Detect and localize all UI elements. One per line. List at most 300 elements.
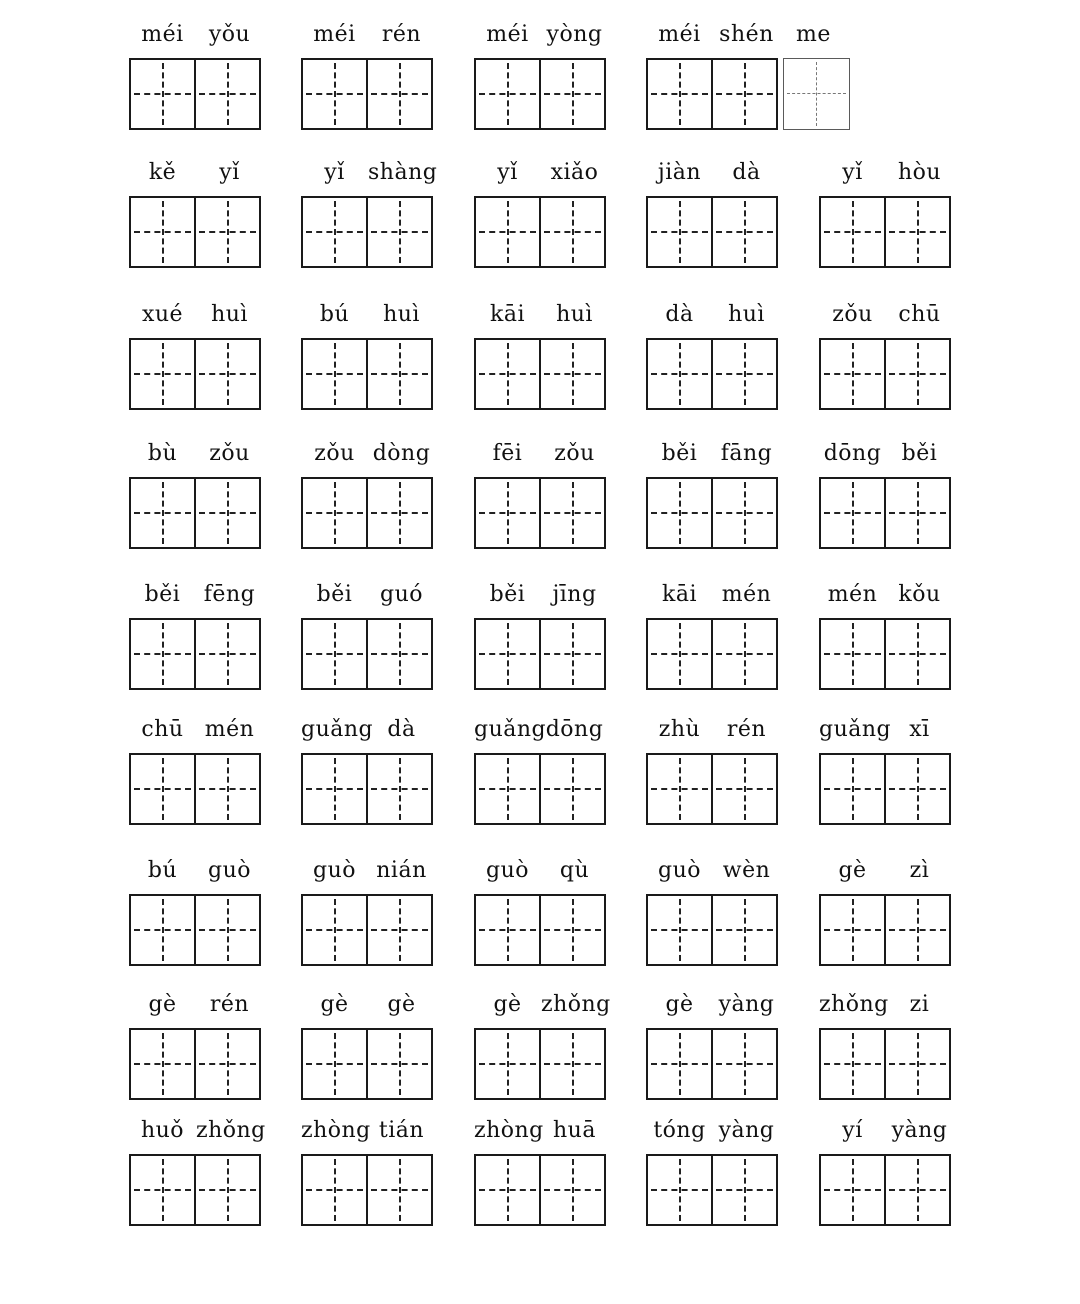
word-item [301, 437, 435, 547]
pinyin-line [646, 156, 780, 190]
word-item [474, 18, 608, 128]
tianzige-cell[interactable] [711, 196, 778, 268]
guide-line-horizontal [479, 512, 536, 514]
tianzige-cell[interactable] [194, 1028, 261, 1100]
tianzige-cell[interactable] [474, 894, 541, 966]
worksheet-row [0, 156, 1080, 266]
tianzige-cell[interactable] [711, 1028, 778, 1100]
pinyin-syllable: méi [141, 22, 184, 47]
pinyin-syllable: huì [383, 302, 420, 327]
pinyin-line [474, 988, 611, 1022]
pinyin-syllable: huì [728, 302, 765, 327]
word-item [129, 156, 263, 266]
guide-line-horizontal [306, 1063, 363, 1065]
word-item [474, 298, 608, 408]
pinyin-line [819, 298, 953, 332]
guide-line-horizontal [651, 929, 708, 931]
guide-line-horizontal [199, 373, 256, 375]
pinyin-syllable: qù [559, 858, 590, 883]
tianzige-cell[interactable] [301, 753, 368, 825]
pinyin-line [301, 854, 435, 888]
pinyin-syllable: jiàn [657, 160, 702, 185]
word-item [301, 298, 435, 408]
pinyin-syllable: yǐ [219, 160, 240, 185]
tianzige-cell[interactable] [301, 477, 368, 549]
pinyin-syllable: zhǒng [819, 992, 889, 1017]
tianzige-cell[interactable] [366, 58, 433, 130]
guide-line-horizontal [889, 512, 946, 514]
pinyin-syllable: gè [838, 858, 867, 883]
guide-line-horizontal [716, 788, 773, 790]
word-item [129, 18, 263, 128]
pinyin-syllable: jīng [552, 582, 597, 607]
pinyin-line [819, 854, 953, 888]
pinyin-syllable: yàng [891, 1118, 948, 1143]
word-item [474, 156, 608, 266]
guide-line-horizontal [479, 929, 536, 931]
worksheet-row [0, 298, 1080, 408]
pinyin-syllable: běi [316, 582, 353, 607]
pinyin-syllable: mén [721, 582, 772, 607]
guide-line-horizontal [544, 929, 601, 931]
pinyin-line [819, 713, 953, 747]
tianzige-cell[interactable] [129, 338, 196, 410]
guide-line-horizontal [787, 93, 846, 94]
tianzige-cell[interactable] [301, 58, 368, 130]
tianzige-cell[interactable] [194, 338, 261, 410]
guide-line-horizontal [716, 929, 773, 931]
word-item [646, 1114, 780, 1224]
guide-line-horizontal [199, 653, 256, 655]
tianzige-cell[interactable] [129, 1154, 196, 1226]
tianzige-cell[interactable] [711, 58, 778, 130]
pinyin-syllable: dòng [372, 441, 431, 466]
guide-line-horizontal [371, 653, 428, 655]
tianzige-cell[interactable] [194, 58, 261, 130]
guide-line-horizontal [824, 929, 881, 931]
tianzige-cell[interactable] [646, 58, 713, 130]
pinyin-line [474, 854, 608, 888]
guide-line-horizontal [371, 512, 428, 514]
guide-line-horizontal [199, 788, 256, 790]
worksheet-row [0, 713, 1080, 823]
tianzige-cell[interactable] [194, 618, 261, 690]
pinyin-syllable: zhòng [474, 1118, 544, 1143]
guide-line-horizontal [134, 653, 191, 655]
tianzige-cell[interactable] [366, 618, 433, 690]
pinyin-line [301, 18, 435, 52]
guide-line-horizontal [199, 93, 256, 95]
tianzige-cell[interactable] [474, 338, 541, 410]
tianzige-cell[interactable] [194, 753, 261, 825]
guide-line-horizontal [371, 929, 428, 931]
guide-line-horizontal [199, 512, 256, 514]
guide-line-horizontal [306, 231, 363, 233]
pinyin-syllable: chū [898, 302, 941, 327]
tianzige-cell[interactable] [301, 618, 368, 690]
word-item [129, 298, 263, 408]
pinyin-line [474, 18, 608, 52]
pinyin-syllable: dōng [545, 717, 604, 742]
tianzige-cell[interactable] [129, 58, 196, 130]
pinyin-line [646, 713, 780, 747]
tianzige-cell[interactable] [129, 753, 196, 825]
worksheet-row [0, 988, 1080, 1098]
pinyin-line [819, 1114, 953, 1148]
guide-line-horizontal [651, 231, 708, 233]
worksheet-row [0, 578, 1080, 688]
pinyin-syllable: guǎng [819, 717, 892, 742]
tianzige-cell[interactable] [194, 1154, 261, 1226]
tianzige-cell[interactable] [474, 477, 541, 549]
guide-line-horizontal [199, 1063, 256, 1065]
guide-line-horizontal [479, 231, 536, 233]
word-item [819, 988, 953, 1098]
word-item [301, 1114, 435, 1224]
pinyin-syllable: bù [147, 441, 178, 466]
tianzige-cell[interactable] [646, 1028, 713, 1100]
word-item [646, 156, 780, 266]
pinyin-syllable: kě [148, 160, 177, 185]
word-item [474, 713, 608, 823]
pinyin-syllable: gè [493, 992, 522, 1017]
pinyin-syllable: rén [726, 717, 767, 742]
word-item [474, 988, 611, 1098]
tianzige-cell[interactable] [884, 894, 951, 966]
tianzige-cell[interactable] [301, 338, 368, 410]
pinyin-line [129, 298, 263, 332]
word-item [819, 713, 953, 823]
guide-line-horizontal [199, 1189, 256, 1191]
word-item [129, 988, 263, 1098]
pinyin-syllable: zǒu [554, 441, 595, 466]
tianzige-cell[interactable] [474, 196, 541, 268]
guide-line-horizontal [199, 929, 256, 931]
tianzige-cell[interactable] [129, 894, 196, 966]
pinyin-syllable: nián [376, 858, 427, 883]
pinyin-syllable: guó [380, 582, 423, 607]
pinyin-syllable: méi [486, 22, 529, 47]
tianzige-cell[interactable] [646, 753, 713, 825]
tianzige-cell[interactable] [646, 477, 713, 549]
pinyin-line [474, 437, 608, 471]
pinyin-syllable: yàng [718, 992, 775, 1017]
word-item [301, 713, 435, 823]
guide-line-horizontal [716, 1063, 773, 1065]
pinyin-syllable: gè [387, 992, 416, 1017]
guide-line-horizontal [544, 788, 601, 790]
tianzige-cell[interactable] [366, 753, 433, 825]
pinyin-syllable: chū [141, 717, 184, 742]
guide-line-horizontal [544, 512, 601, 514]
tianzige-cell[interactable] [646, 618, 713, 690]
guide-line-horizontal [824, 1189, 881, 1191]
guide-line-horizontal [651, 373, 708, 375]
guide-line-horizontal [716, 1189, 773, 1191]
tianzige-cell[interactable] [711, 894, 778, 966]
tianzige-cell[interactable] [539, 894, 606, 966]
pinyin-syllable: guò [313, 858, 356, 883]
tianzige-cell[interactable] [819, 338, 886, 410]
tianzige-cell[interactable] [366, 1154, 433, 1226]
word-item [474, 578, 608, 688]
tianzige-cell[interactable] [301, 1028, 368, 1100]
guide-line-horizontal [716, 373, 773, 375]
pinyin-syllable: fāng [720, 441, 773, 466]
tianzige-cell[interactable] [884, 338, 951, 410]
pinyin-line [474, 578, 608, 612]
tianzige-cell[interactable] [884, 618, 951, 690]
guide-line-horizontal [134, 93, 191, 95]
pinyin-syllable: guò [208, 858, 251, 883]
pinyin-syllable: běi [901, 441, 938, 466]
guide-line-horizontal [306, 929, 363, 931]
tianzige-cell[interactable] [783, 58, 850, 130]
guide-line-horizontal [371, 1063, 428, 1065]
tianzige-cell[interactable] [366, 1028, 433, 1100]
word-item [301, 578, 435, 688]
pinyin-syllable: zǒu [209, 441, 250, 466]
pinyin-syllable: fēi [492, 441, 523, 466]
pinyin-line [129, 854, 263, 888]
word-item [646, 18, 831, 128]
guide-line-horizontal [134, 788, 191, 790]
pinyin-syllable: mén [204, 717, 255, 742]
pinyin-syllable: běi [661, 441, 698, 466]
pinyin-line [819, 578, 953, 612]
pinyin-syllable: yǐ [324, 160, 345, 185]
pinyin-syllable: huì [211, 302, 248, 327]
guide-line-horizontal [651, 1063, 708, 1065]
tianzige-cell[interactable] [366, 338, 433, 410]
pinyin-syllable: zi [909, 992, 930, 1017]
tianzige-cell[interactable] [539, 753, 606, 825]
guide-line-horizontal [544, 93, 601, 95]
pinyin-syllable: huǒ [140, 1118, 185, 1143]
tianzige-cell[interactable] [474, 753, 541, 825]
tianzige-cell[interactable] [819, 894, 886, 966]
guide-line-horizontal [134, 1063, 191, 1065]
guide-line-horizontal [371, 93, 428, 95]
guide-line-horizontal [824, 512, 881, 514]
tianzige-cell[interactable] [646, 894, 713, 966]
tianzige-cell[interactable] [819, 1028, 886, 1100]
pinyin-line [646, 1114, 780, 1148]
tianzige-cell[interactable] [711, 1154, 778, 1226]
pinyin-syllable: gè [320, 992, 349, 1017]
pinyin-syllable: zǒu [314, 441, 355, 466]
tianzige-cell[interactable] [194, 894, 261, 966]
guide-line-horizontal [371, 373, 428, 375]
guide-line-horizontal [544, 1189, 601, 1191]
tianzige-cell[interactable] [366, 894, 433, 966]
pinyin-syllable: bú [147, 858, 178, 883]
guide-line-horizontal [651, 512, 708, 514]
pinyin-syllable: kǒu [898, 582, 941, 607]
word-item [646, 854, 780, 964]
tianzige-cell[interactable] [646, 338, 713, 410]
word-item [129, 578, 263, 688]
pinyin-line [301, 1114, 435, 1148]
guide-line-horizontal [716, 653, 773, 655]
pinyin-syllable: kāi [490, 302, 525, 327]
tianzige-cell[interactable] [646, 1154, 713, 1226]
pinyin-syllable: dà [732, 160, 761, 185]
pinyin-syllable: guò [658, 858, 701, 883]
pinyin-syllable: wèn [722, 858, 771, 883]
pinyin-line [474, 713, 608, 747]
pinyin-syllable: me [796, 22, 831, 47]
tianzige-cell[interactable] [474, 58, 541, 130]
pinyin-line [301, 713, 435, 747]
pinyin-syllable: běi [489, 582, 526, 607]
tianzige-cell[interactable] [539, 1154, 606, 1226]
tianzige-cell[interactable] [539, 58, 606, 130]
word-item [474, 1114, 608, 1224]
tianzige-cell[interactable] [474, 618, 541, 690]
pinyin-syllable: dōng [823, 441, 882, 466]
word-item [646, 578, 780, 688]
guide-line-horizontal [134, 929, 191, 931]
guide-line-horizontal [306, 373, 363, 375]
pinyin-line [646, 854, 780, 888]
tianzige-cell[interactable] [129, 196, 196, 268]
guide-line-horizontal [889, 653, 946, 655]
pinyin-syllable: yǒu [208, 22, 251, 47]
pinyin-line [474, 1114, 608, 1148]
word-item [819, 1114, 953, 1224]
tianzige-cell[interactable] [366, 477, 433, 549]
tianzige-cell[interactable] [819, 753, 886, 825]
word-item [474, 854, 608, 964]
tianzige-cell[interactable] [129, 1028, 196, 1100]
tianzige-cell[interactable] [539, 618, 606, 690]
pinyin-syllable: bú [319, 302, 350, 327]
pinyin-syllable: yí [842, 1118, 863, 1143]
guide-line-horizontal [479, 653, 536, 655]
tianzige-cell[interactable] [301, 196, 368, 268]
pinyin-syllable: yǐ [497, 160, 518, 185]
word-item [474, 437, 608, 547]
tianzige-cell[interactable] [884, 753, 951, 825]
worksheet-row [0, 437, 1080, 547]
guide-line-horizontal [371, 1189, 428, 1191]
pinyin-line [129, 1114, 266, 1148]
pinyin-syllable: dà [665, 302, 694, 327]
tianzige-cell[interactable] [301, 1154, 368, 1226]
pinyin-line [819, 156, 953, 190]
pinyin-line [474, 298, 608, 332]
tianzige-cell[interactable] [711, 618, 778, 690]
tianzige-cell[interactable] [819, 618, 886, 690]
pinyin-line [129, 156, 263, 190]
tianzige-cell[interactable] [884, 196, 951, 268]
tianzige-cell[interactable] [884, 1154, 951, 1226]
word-item [819, 298, 953, 408]
pinyin-syllable: gè [665, 992, 694, 1017]
tianzige-cell[interactable] [884, 477, 951, 549]
tianzige-cell[interactable] [539, 477, 606, 549]
tianzige-cell[interactable] [646, 196, 713, 268]
pinyin-line [129, 988, 263, 1022]
guide-line-horizontal [371, 788, 428, 790]
tianzige-cell[interactable] [711, 477, 778, 549]
pinyin-syllable: gè [148, 992, 177, 1017]
pinyin-syllable: guò [486, 858, 529, 883]
guide-line-horizontal [824, 231, 881, 233]
guide-line-horizontal [306, 93, 363, 95]
tianzige-cell[interactable] [129, 618, 196, 690]
pinyin-line [646, 988, 780, 1022]
pinyin-line [819, 988, 953, 1022]
tianzige-cell[interactable] [301, 894, 368, 966]
tianzige-cell[interactable] [539, 338, 606, 410]
pinyin-syllable: guǎng [301, 717, 374, 742]
pinyin-syllable: zhù [658, 717, 701, 742]
guide-line-horizontal [306, 512, 363, 514]
guide-line-horizontal [889, 929, 946, 931]
pinyin-syllable: tóng [653, 1118, 706, 1143]
word-item [646, 713, 780, 823]
word-item [819, 437, 953, 547]
guide-line-horizontal [824, 373, 881, 375]
pinyin-syllable: fēng [203, 582, 256, 607]
pinyin-line [301, 156, 438, 190]
word-item [819, 156, 953, 266]
tianzige-cell[interactable] [884, 1028, 951, 1100]
word-item [646, 298, 780, 408]
pinyin-syllable: zhòng [301, 1118, 371, 1143]
guide-line-horizontal [371, 231, 428, 233]
pinyin-syllable: xī [909, 717, 930, 742]
guide-line-horizontal [199, 231, 256, 233]
pinyin-syllable: huā [553, 1118, 596, 1143]
pinyin-syllable: dà [387, 717, 416, 742]
tianzige-cell[interactable] [711, 753, 778, 825]
word-item [301, 18, 435, 128]
worksheet-row [0, 1114, 1080, 1224]
pinyin-syllable: shén [719, 22, 774, 47]
pinyin-syllable: shàng [368, 160, 438, 185]
pinyin-syllable: rén [209, 992, 250, 1017]
word-item [646, 437, 780, 547]
tianzige-cell[interactable] [539, 196, 606, 268]
tianzige-cell[interactable] [366, 196, 433, 268]
pinyin-syllable: méi [658, 22, 701, 47]
pinyin-syllable: hòu [897, 160, 942, 185]
guide-line-horizontal [889, 1189, 946, 1191]
tianzige-cell[interactable] [474, 1154, 541, 1226]
pinyin-line [129, 18, 263, 52]
tianzige-cell[interactable] [474, 1028, 541, 1100]
tianzige-cell[interactable] [819, 196, 886, 268]
tianzige-cell[interactable] [129, 477, 196, 549]
tianzige-cell[interactable] [539, 1028, 606, 1100]
tianzige-cell[interactable] [819, 1154, 886, 1226]
pinyin-line [646, 437, 780, 471]
tianzige-cell[interactable] [194, 196, 261, 268]
tianzige-cell[interactable] [194, 477, 261, 549]
pinyin-syllable: yǐ [842, 160, 863, 185]
tianzige-cell[interactable] [819, 477, 886, 549]
tianzige-cell[interactable] [711, 338, 778, 410]
pinyin-syllable: guǎng [474, 717, 547, 742]
pinyin-line [646, 578, 780, 612]
pinyin-syllable: yàng [718, 1118, 775, 1143]
pinyin-line [129, 437, 263, 471]
pinyin-line [474, 156, 608, 190]
word-item [301, 156, 438, 266]
